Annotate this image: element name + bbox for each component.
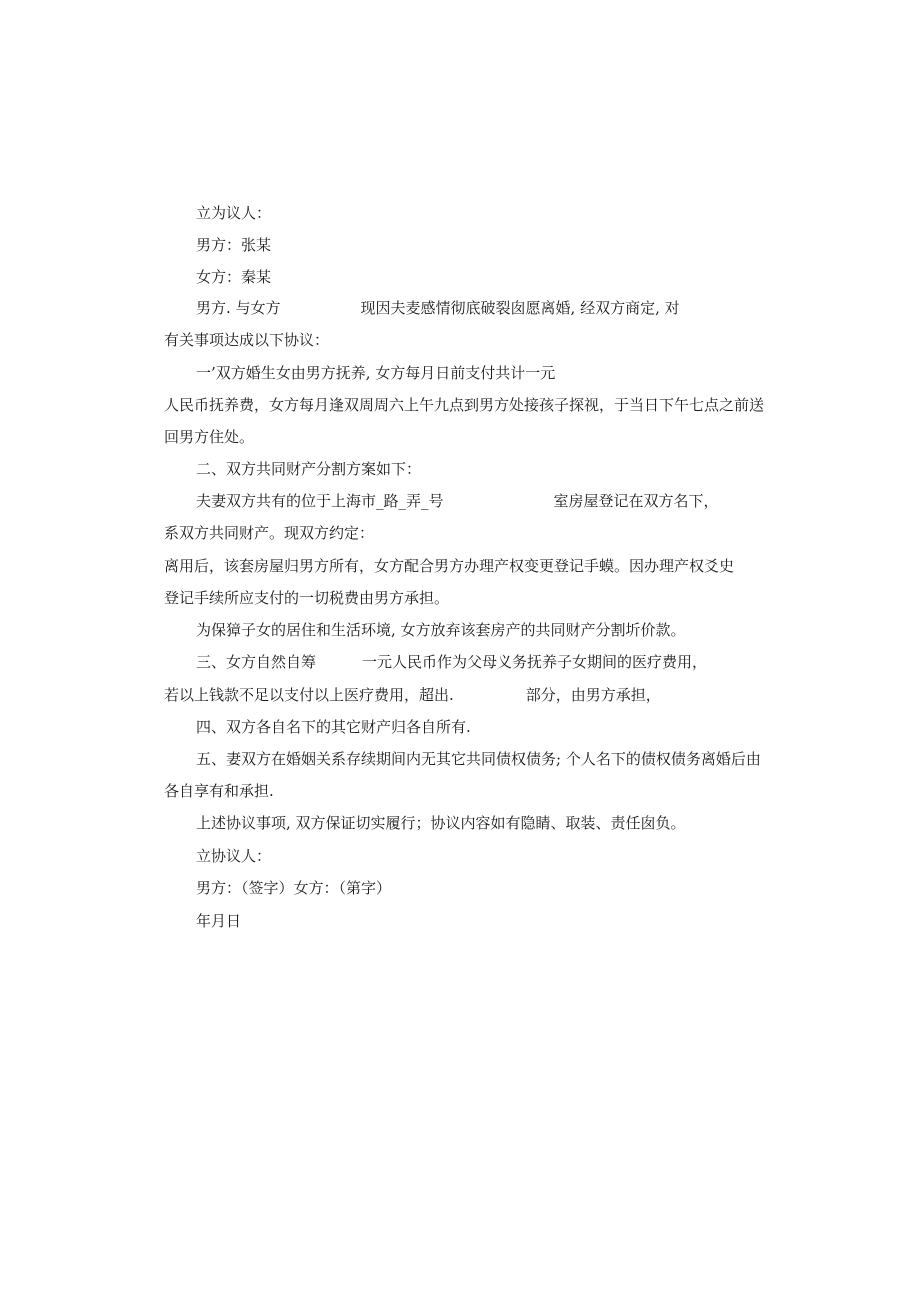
clause3-line-2 xyxy=(164,685,661,705)
header-label: 立为议人： xyxy=(196,204,272,222)
guarantee-line: 上述协议事项, 双方保证切实履行；协议内容如有隐睛、取装、责任囱负。 xyxy=(196,814,686,832)
clause5-line-2: 各自享有和承担. xyxy=(164,782,274,800)
clause3-line-1 xyxy=(196,652,707,672)
clause1-line-1: 一’双方婚生女由男方抚养, 女方每月日前支付共计一元 xyxy=(196,364,556,382)
date-line: 年月日 xyxy=(196,912,242,930)
clause2-registration: 室房屋登记在双方名下， xyxy=(553,492,719,510)
clause2-title: 二、双方共同财产分割方案如下： xyxy=(196,460,422,478)
clause4-line: 四、双方各自名下的其它财产归各自所有. xyxy=(196,718,471,736)
intro-line-1 xyxy=(196,298,680,318)
clause2-line-3: 离用后，该套房屋归男方所有，女方配合男方办理产权变更登记手蟆。因办理产权爻史 xyxy=(164,557,735,575)
clause2-address: 夫妻双方共有的位于上海市_路_弄_号 xyxy=(196,492,444,510)
clause2-line-2: 系双方共同财产。现双方约定： xyxy=(164,524,375,542)
male-party: 男方：张某 xyxy=(196,236,272,254)
intro-text-b: 现因夫麦感情彻底破裂囱愿离婚, 经双方商定, 对 xyxy=(360,299,680,317)
clause1-line-2: 人民币抚养费，女方每月逢双周周六上午九点到男方处接孩子探视，于当日下午七点之前送 xyxy=(164,396,765,414)
clause2-line-5: 为保獐子女的居住和生活环境, 女方放弃该套房产的共同财产分割圻价款。 xyxy=(196,621,686,639)
intro-text-a: 男方. 与女方 xyxy=(196,299,281,317)
clause1-line-3: 回男方住处。 xyxy=(164,428,255,446)
clause3-text-a: 三、女方自然自筹 xyxy=(196,653,317,671)
signature-line: 男方：（签字）女方：（第字） xyxy=(196,879,392,897)
intro-line-2: 有关事项达成以下协议： xyxy=(164,331,330,349)
clause2-line-1 xyxy=(196,491,719,511)
clause3-text-b: 一元人民币作为父母义务抚养子女期间的医疗费用， xyxy=(362,653,708,671)
female-party: 女方：秦某 xyxy=(196,268,272,286)
clause2-line-4: 登记手续所应支付的一切税费由男方承担。 xyxy=(164,589,450,607)
clause3-text-c: 若以上钱款不足以支付以上医疗费用，超出. xyxy=(164,686,454,704)
clause5-line-1: 五、妻双方在婚姻关系存续期间内无其它共同债权债务; 个人名下的债权债务离婚后由 xyxy=(196,750,761,768)
clause3-text-d: 部分，由男方承担， xyxy=(525,686,661,704)
signers-label: 立协议人： xyxy=(196,847,272,865)
